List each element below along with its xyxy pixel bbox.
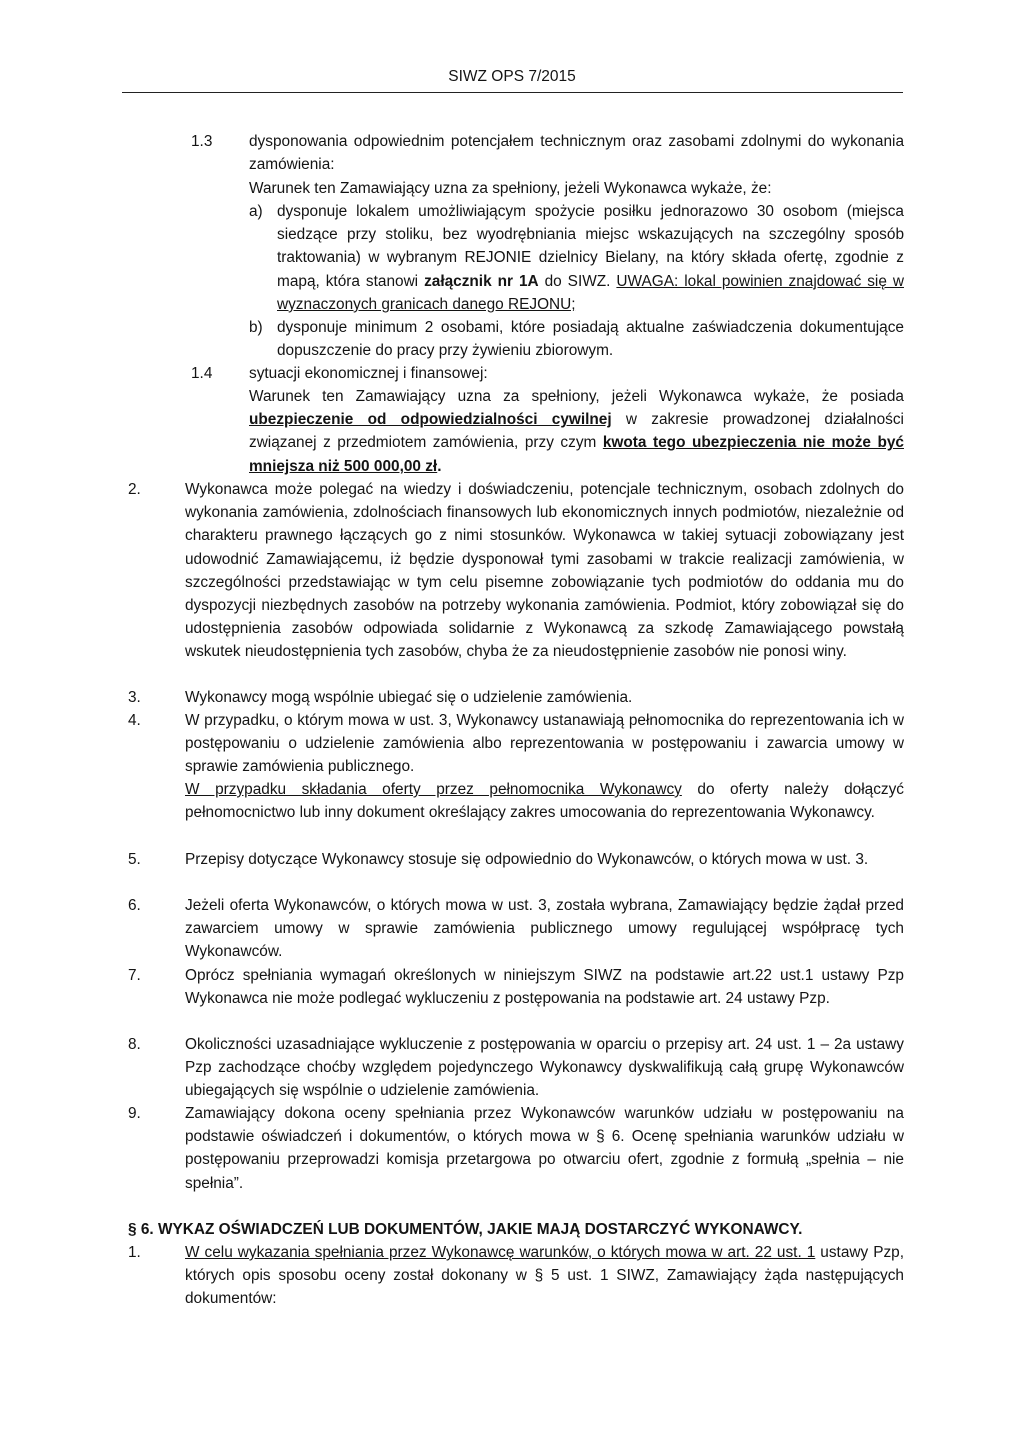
paragraph-number: 7.: [128, 967, 141, 984]
attachment-ref: załącznik nr 1A: [424, 272, 539, 290]
paragraph-number: 8.: [128, 1036, 141, 1053]
item-b-label: b): [249, 319, 263, 336]
insurance-amount: kwota tego ubezpieczenia nie może być mniejsza niż 500 000,00 zł: [249, 434, 904, 475]
paragraph-number: 3.: [128, 689, 141, 706]
insurance-term: ubezpieczenie od odpowiedzialności cywilnej: [249, 411, 612, 429]
paragraph-number: 2.: [128, 481, 141, 498]
paragraph-number: 5.: [128, 851, 141, 868]
section-1-4-text: Warunek ten Zamawiający uzna za spełniony, jeżeli Wykonawca wykaże, że posiada ubezpieczenie od odpowiedzialności cywilnej w zakresie prowadzonej działalności związanej z przedmiotem zamówienia, przy czym kwota tego ubezpieczenia nie może być mniejsza niż 500 000,00 zł.: [249, 388, 904, 475]
paragraph-number: 1.: [128, 1244, 141, 1261]
proxy-note: W przypadku składania oferty przez pełnomocnika Wykonawcy: [185, 781, 682, 798]
section-1-3-intro: dysponowania odpowiednim potencjałem technicznym oraz zasobami zdolnymi do wykonania zamówienia:: [249, 133, 904, 174]
section-1-3-condition: Warunek ten Zamawiający uzna za spełniony, jeżeli Wykonawca wykaże, że:: [249, 180, 772, 197]
section-6-title: § 6. WYKAZ OŚWIADCZEŃ LUB DOKUMENTÓW, JAKIE MAJĄ DOSTARCZYĆ WYKONAWCY.: [128, 1221, 803, 1238]
paragraph-6: Jeżeli oferta Wykonawców, o których mowa w ust. 3, została wybrana, Zamawiający będzie żądał przed zawarciem umowy w sprawie zamówienia publicznego umowy regulującej współpracę tych Wykonawców.: [185, 897, 904, 961]
paragraph-9: Zamawiający dokona oceny spełniania przez Wykonawców warunków udziału w postępowaniu na podstawie oświadczeń i dokumentów, o których mowa w § 6. Ocenę spełniania warunków udziału w postępowaniu przeprowadzi komisja przetargowa po otwarciu ofert, zgodnie z formułą „spełnia – nie spełnia”.: [185, 1105, 904, 1192]
paragraph-number: 9.: [128, 1105, 141, 1122]
section-number: 1.4: [191, 365, 213, 382]
paragraph-3: Wykonawcy mogą wspólnie ubiegać się o udzielenie zamówienia.: [185, 689, 633, 706]
section-1-4-intro: sytuacji ekonomicznej i finansowej:: [249, 365, 488, 382]
paragraph-4-note: W przypadku składania oferty przez pełnomocnika Wykonawcy do oferty należy dołączyć pełnomocnictwo lub inny dokument określający zakres umocowania do reprezentowania Wykonawcy.: [185, 781, 904, 822]
header-rule: [122, 92, 903, 93]
item-a-label: a): [249, 203, 263, 220]
warning-note: UWAGA: lokal powinien znajdować się w wyznaczonych granicach danego REJONU;: [277, 272, 904, 313]
paragraph-8: Okoliczności uzasadniające wykluczenie z postępowania w oparciu o przepisy art. 24 ust. 1 – 2a ustawy Pzp zachodzące choćby względem pojedynczego Wykonawcy dyskwalifikują całą grupę Wykonawców ubiegających się wspólnie o udzielenie zamówienia.: [185, 1036, 904, 1100]
section-number: 1.3: [191, 133, 213, 150]
paragraph-2: Wykonawca może polegać na wiedzy i doświadczeniu, potencjale technicznym, osobach zdolnych do wykonania zamówienia, zdolnościach finansowych lub ekonomicznych innych podmiotów, niezależnie od charakteru prawnego łączących go z nimi stosunków. Wykonawca w takiej sytuacji zobowiązany jest udowodnić Zamawiającemu, iż będzie dysponował tymi zasobami w trakcie realizacji zamówienia, w szczególności przedstawiając w tym celu pisemne zobowiązanie tych podmiotów do oddania mu do dyspozycji niezbędnych zasobów na potrzeby wykonania zamówienia. Podmiot, który zobowiązał się do udostępnienia zasobów odpowiada solidarnie z Wykonawcą za szkodę Zamawiającego powstałą wskutek nieudostępnienia tych zasobów, chyba że za nieudostępnienie zasobów nie ponosi winy.: [185, 481, 904, 661]
paragraph-number: 6.: [128, 897, 141, 914]
item-a-text: dysponuje lokalem umożliwiającym spożycie posiłku jednorazowo 30 osobom (miejsca siedzące przy stoliku, bez wyodrębniania miejsc wskazujących na szczególny sposób traktowania) w wybranym REJONIE dzielnicy Bielany, na który składa ofertę, zgodnie z mapą, która stanowi załącznik nr 1A do SIWZ. UWAGA: lokal powinien znajdować się w wyznaczonych granicach danego REJONU;: [277, 203, 904, 313]
requirement-note: W celu wykazania spełniania przez Wykonawcę warunków, o których mowa w art. 22 ust. 1: [185, 1244, 816, 1261]
page-header: SIWZ OPS 7/2015: [448, 68, 576, 85]
section-6-paragraph-1: W celu wykazania spełniania przez Wykonawcę warunków, o których mowa w art. 22 ust. 1 ustawy Pzp, których opis sposobu oceny został dokonany w § 5 ust. 1 SIWZ, Zamawiający żąda następujących dokumentów:: [185, 1244, 905, 1308]
paragraph-5: Przepisy dotyczące Wykonawcy stosuje się odpowiednio do Wykonawców, o których mowa w ust. 3.: [185, 851, 869, 868]
item-b-text: dysponuje minimum 2 osobami, które posiadają aktualne zaświadczenia dokumentujące dopuszczenie do pracy przy żywieniu zbiorowym.: [277, 319, 904, 360]
paragraph-4: W przypadku, o którym mowa w ust. 3, Wykonawcy ustanawiają pełnomocnika do reprezentowania ich w postępowaniu o udzielenie zamówienia albo reprezentowania w postępowaniu i zawarcia umowy w sprawie zamówienia publicznego.: [185, 712, 904, 776]
paragraph-7: Oprócz spełniania wymagań określonych w niniejszym SIWZ na podstawie art.22 ust.1 ustawy Pzp Wykonawca nie może podlegać wykluczeniu z postępowania na podstawie art. 24 ustawy Pzp.: [185, 967, 904, 1008]
paragraph-number: 4.: [128, 712, 141, 729]
